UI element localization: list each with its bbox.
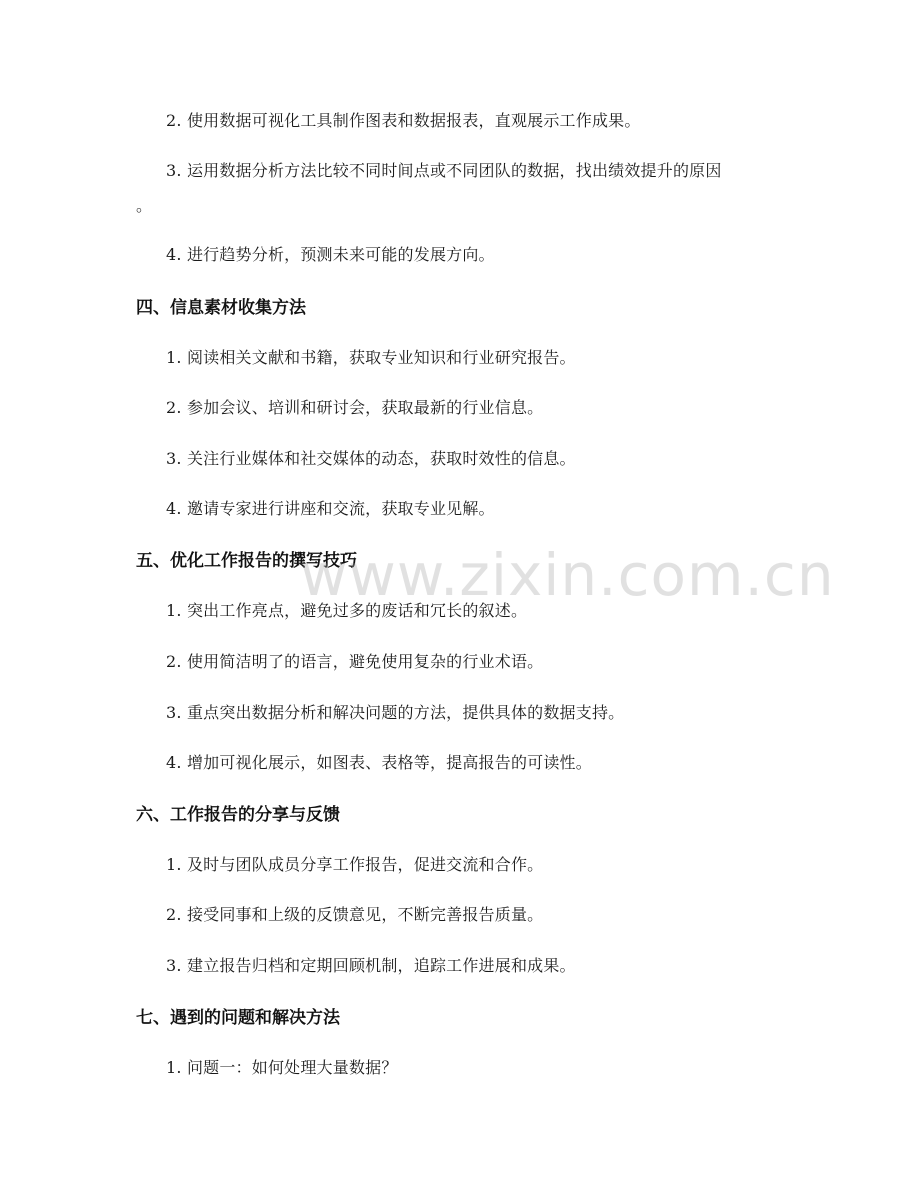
paragraph-item: 2. 使用数据可视化工具制作图表和数据报表，直观展示工作成果。: [166, 111, 641, 130]
paragraph-item: 3. 重点突出数据分析和解决问题的方法，提供具体的数据支持。: [166, 703, 625, 722]
paragraph-item: 2. 接受同事和上级的反馈意见，不断完善报告质量。: [166, 905, 544, 924]
paragraph-continuation: 。: [136, 196, 153, 215]
paragraph-item: 4. 邀请专家进行讲座和交流，获取专业见解。: [166, 499, 495, 518]
section-heading: 四、信息素材收集方法: [136, 298, 306, 318]
paragraph-item: 1. 阅读相关文献和书籍，获取专业知识和行业研究报告。: [166, 348, 576, 367]
paragraph-item: 1. 及时与团队成员分享工作报告，促进交流和合作。: [166, 855, 544, 874]
paragraph-item: 3. 关注行业媒体和社交媒体的动态，获取时效性的信息。: [166, 449, 576, 468]
paragraph-item: 4. 进行趋势分析，预测未来可能的发展方向。: [166, 245, 495, 264]
paragraph-item: 2. 使用简洁明了的语言，避免使用复杂的行业术语。: [166, 652, 544, 671]
section-heading: 六、工作报告的分享与反馈: [136, 805, 340, 825]
paragraph-item: 1. 突出工作亮点，避免过多的废话和冗长的叙述。: [166, 601, 528, 620]
paragraph-item: 4. 增加可视化展示，如图表、表格等，提高报告的可读性。: [166, 753, 592, 772]
section-heading: 五、优化工作报告的撰写技巧: [136, 551, 357, 571]
paragraph-item: 2. 参加会议、培训和研讨会，获取最新的行业信息。: [166, 398, 544, 417]
section-heading: 七、遇到的问题和解决方法: [136, 1008, 340, 1028]
watermark: www.zixin.com.cn: [300, 541, 835, 609]
paragraph-item: 1. 问题一：如何处理大量数据？: [166, 1058, 398, 1077]
paragraph-item: 3. 建立报告归档和定期回顾机制，追踪工作进展和成果。: [166, 956, 576, 975]
paragraph-item: 3. 运用数据分析方法比较不同时间点或不同团队的数据，找出绩效提升的原因: [166, 161, 722, 180]
